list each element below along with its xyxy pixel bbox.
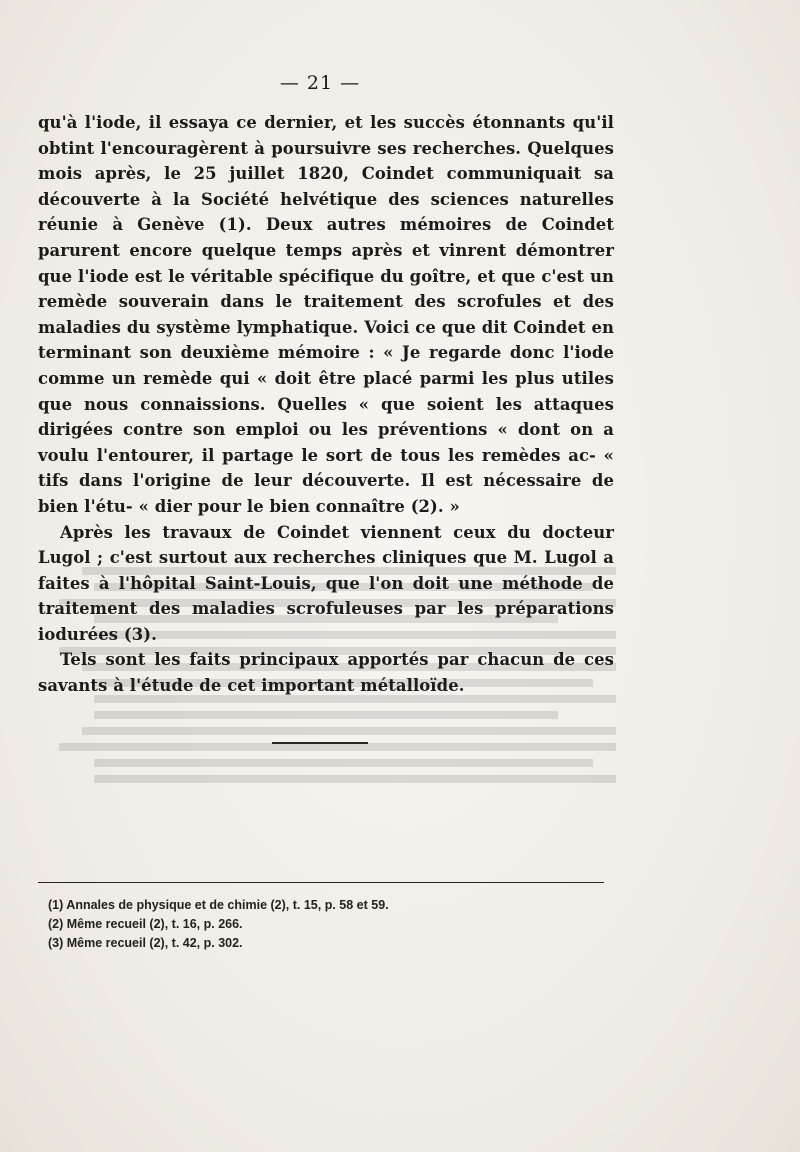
paragraph: Tels sont les faits principaux apportés par chacun de ces savants à l'étude de cet important métalloïde.: [38, 650, 614, 696]
page-number: — 21 —: [279, 72, 361, 94]
paragraph: qu'à l'iode, il essaya ce dernier, et les succès étonnants qu'il obtint l'encouragèrent à poursuivre ses recherches. Quelques mois après, le 25 juillet 1820, Coindet communiquait sa découverte à la Société helvétique des sciences naturelles réunie à Genève (1). Deux autres mémoires de Coindet parurent encore quelque temps après et vinrent démontrer que l'iode est le véritable spécifique du goître, et que c'est un remède souverain dans le traitement des scrofules et des maladies du système lymphatique. Voici ce que dit Coindet en terminant son deuxième mémoire : « Je regarde donc l'iode comme un remède qui « doit être placé parmi les plus utiles que nous connaissions. Quelles « que soient les attaques dirigées contre son emploi ou les préventions « dont on a voulu l'entourer, il partage le sort de tous les remèdes ac- « tifs dans l'origine de leur découverte. Il est nécessaire de bien l'étu- « dier pour le bien connaître (2). »: [38, 113, 614, 516]
body-text: [38, 110, 614, 699]
paragraph: Après les travaux de Coindet viennent ceux du docteur Lugol ; c'est surtout aux recherches cliniques que M. Lugol a faites à l'hôpital Saint-Louis, que l'on doit une méthode de traitement des maladies scrofuleuses par les préparations iodurées (3).: [38, 522, 614, 644]
footnote: (1) Annales de physique et de chimie (2), t. 15, p. 58 et 59.: [48, 898, 389, 912]
section-divider: [272, 742, 368, 744]
footnote: (3) Même recueil (2), t. 42, p. 302.: [48, 936, 243, 950]
footnote-divider: [38, 882, 604, 883]
footnotes: [48, 896, 608, 953]
footnote: (2) Même recueil (2), t. 16, p. 266.: [48, 917, 243, 931]
